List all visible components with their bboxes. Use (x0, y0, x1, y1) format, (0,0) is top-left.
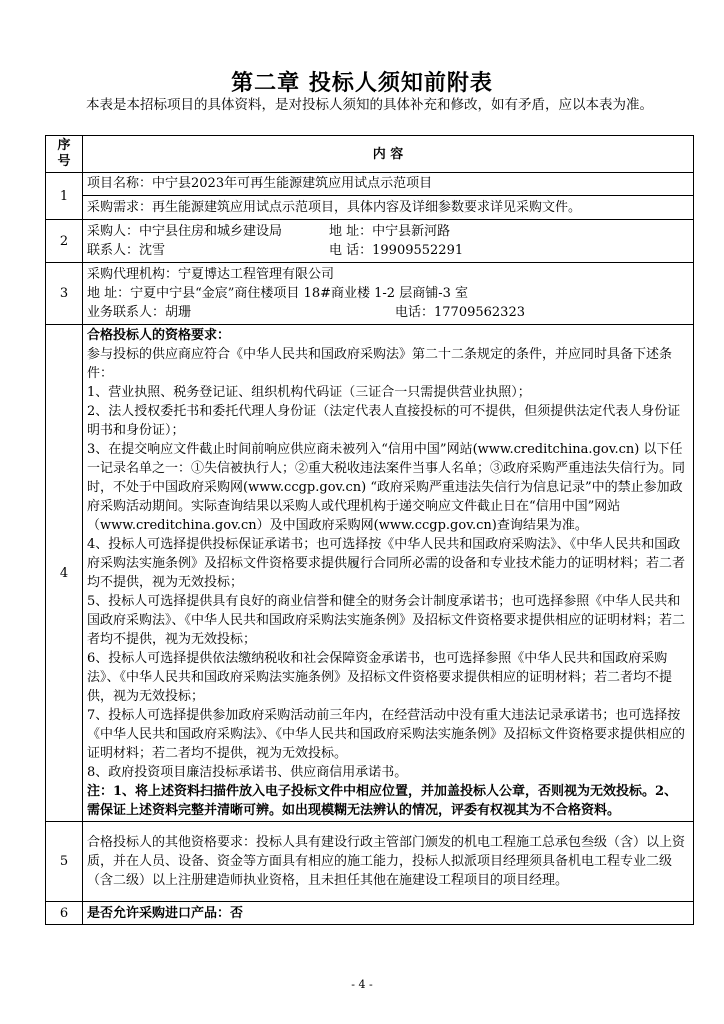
table-row (46, 325, 694, 822)
row-num: 5 (46, 822, 83, 902)
page-number: - 4 - (351, 978, 373, 991)
qualification-intro: 参与投标的供应商应符合《中华人民共和国政府采购法》第二十二条规定的条件，并应同时具备下述条件： (87, 347, 673, 381)
procurement-needs: 采购需求：再生能源建筑应用试点示范项目，具体内容及详细参数要求详见采购文件。 (87, 200, 582, 215)
bid-info-table (45, 135, 694, 925)
buyer-phone: 电 话：19909552291 (329, 243, 464, 258)
agency-address: 地 址：宁夏中宁县“金宸”商住楼项目 18#商业楼 1-2 层商铺-3 室 (87, 286, 468, 301)
qualification-item: 5、投标人可选择提供具有良好的商业信誉和健全的财务会计制度承诺书；也可选择参照《中华人民共和国政府采购法》、《中华人民共和国政府采购法实施条例》及招标文件资格要求提供相应的证明材料；若二者均不提供，视为无效投标； (87, 594, 686, 647)
qualification-item: 2、法人授权委托书和委托代理人身份证（法定代表人直接投标的可不提供，但须提供法定代表人身份证明书和身份证）； (87, 404, 681, 438)
buyer-contact: 联系人：沈雪 (87, 243, 166, 258)
row-num: 2 (46, 220, 83, 263)
row-num: 4 (46, 325, 83, 822)
agency-phone: 电话：17709562323 (395, 305, 525, 320)
agency-name: 采购代理机构：宁夏博达工程管理有限公司 (87, 267, 335, 282)
row-num: 6 (46, 902, 83, 925)
qualification-item: 7、投标人可选择提供参加政府采购活动前三年内，在经营活动中没有重大违法记录承诺书；也可选择按《中华人民共和国政府采购法》、《中华人民共和国政府采购法实施条例》及招标文件资格要求提供相应的证明材料；若二者均不提供，视为无效投标。 (87, 708, 686, 761)
qualification-heading: 合格投标人的资格要求： (87, 328, 231, 343)
table-row (46, 263, 694, 325)
table-row (46, 173, 694, 220)
buyer-name: 采购人：中宁县住房和城乡建设局 (87, 224, 283, 239)
buyer-address: 地 址：中宁县新河路 (329, 224, 451, 239)
intro-text: 本表是本招标项目的具体资料，是对投标人须知的具体补充和修改，如有矛盾，应以本表为准。 (86, 97, 653, 113)
other-qualification: 合格投标人的其他资格要求：投标人具有建设行政主管部门颁发的机电工程施工总承包叁级（含）以上资质，并在人员、设备、资金等方面具有相应的施工能力，投标人拟派项目经理须具备机电工程专业二级（含二级）以上注册建造师执业资格，且未担任其他在施建设工程项目的项目经理。 (83, 822, 694, 902)
agency-contact: 业务联系人：胡珊 (87, 305, 192, 320)
qualification-item: 8、政府投资项目廉洁投标承诺书、供应商信用承诺书。 (87, 765, 408, 780)
table-row (46, 822, 694, 902)
row-num: 1 (46, 173, 83, 220)
qualification-item: 4、投标人可选择提供投标保证承诺书；也可选择按《中华人民共和国政府采购法》、《中华人民共和国政府采购法实施条例》及招标文件资格要求提供履行合同所必需的设备和专业技术能力的证明材料；若二者均不提供，视为无效投标； (87, 537, 686, 590)
qualification-item: 6、投标人可选择提供依法缴纳税收和社会保障资金承诺书，也可选择参照《中华人民共和国政府采购法》、《中华人民共和国政府采购法实施条例》及招标文件资格要求提供相应的证明材料；若二者均不提供，视为无效投标； (87, 651, 673, 704)
table-row (46, 902, 694, 925)
qualification-note: 注：1、将上述资料扫描件放入电子投标文件中相应位置，并加盖投标人公章，否则视为无效投标。2、需保证上述资料完整并清晰可辨。如出现模糊无法辨认的情况，评委有权视其为不合格资料。 (87, 784, 678, 818)
table-row (46, 220, 694, 263)
table-header-row (46, 136, 694, 173)
row-num: 3 (46, 263, 83, 325)
qualification-item: 1、营业执照、税务登记证、组织机构代码证（三证合一只需提供营业执照）； (87, 385, 531, 400)
header-content: 内 容 (83, 136, 694, 173)
chapter-title: 第二章 投标人须知前附表 (231, 70, 493, 96)
project-name: 项目名称：中宁县2023年可再生能源建筑应用试点示范项目 (83, 173, 693, 196)
qualification-item: 3、在提交响应文件截止时间前响应供应商未被列入“信用中国”网站(www.creditchina.gov.cn) 以下任一记录名单之一：①失信被执行人；②重大税收违法案件当事人名单；③政府采购严重违法失信行为。同时，不处于中国政府采购网(www.ccgp.gov.cn) “政府采购严重违法失信行为信息记录”中的禁止参加政府采购活动期间。实际查询结果以采购人或代理机构于递交响应文件截止日在“信用中国”网站（www.creditchina.gov.cn）及中国政府采购网(www.ccgp.gov.cn)查询结果为准。 (87, 442, 686, 533)
header-num: 序号 (46, 136, 83, 173)
import-allowed: 是否允许采购进口产品：否 (83, 902, 694, 925)
